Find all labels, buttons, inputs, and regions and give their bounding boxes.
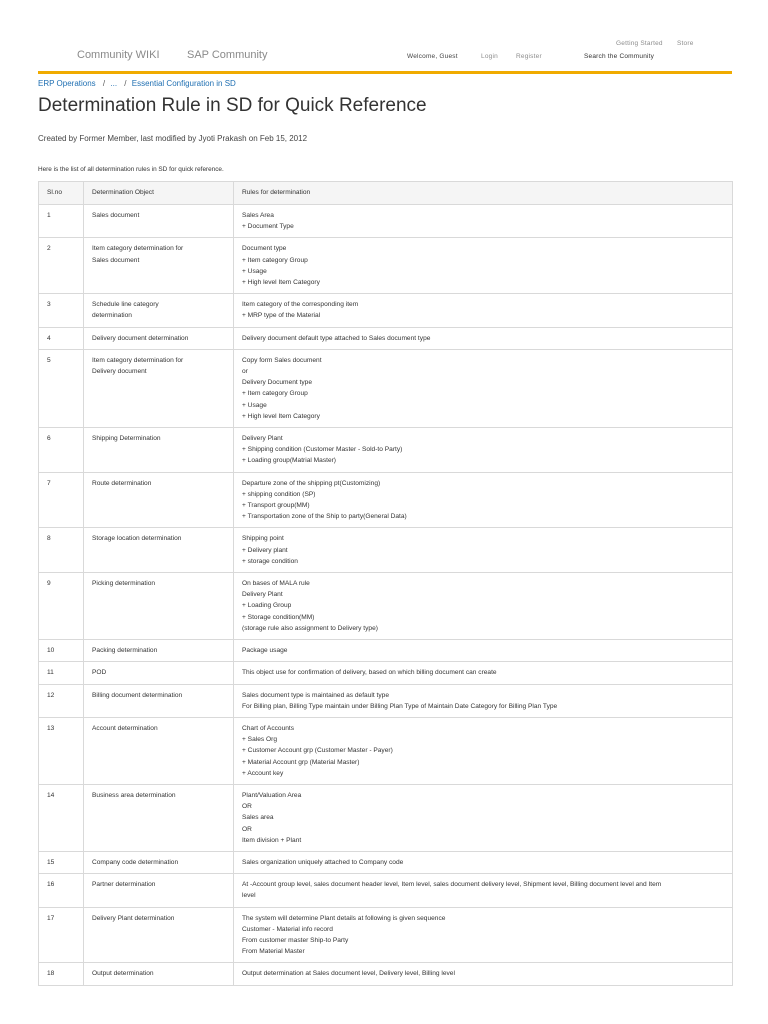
row-number: 13 [39,717,84,784]
rule-line: Customer - Material info record [242,925,333,933]
object-line: Sales document [92,256,140,264]
determination-object-cell [84,205,234,238]
rule-line: At -Account group level, sales document header level, Item level, sales document delivery level, Shipment level, Billing document level and Item [242,881,662,889]
determination-object-cell [84,327,234,349]
determination-object-cell [84,640,234,662]
rule-line: Copy form Sales document [242,356,322,364]
rule-line: Delivery document default type attached to Sales document type [242,334,431,342]
rule-line: Sales Area [242,212,274,219]
object-line: determination [92,312,132,320]
table-row [39,784,733,851]
rule-cell [234,472,733,528]
determination-object-cell [84,907,234,963]
object-line: Route determination [92,479,152,487]
determination-object-cell [84,874,234,907]
row-number: 18 [39,963,84,985]
object-line: Packing determination [92,647,158,655]
object-line: Billing document determination [92,691,183,699]
object-line: Delivery document [92,368,147,376]
rule-line: + Transportation zone of the Ship to party(General Data) [242,513,407,521]
rule-cell [234,662,733,684]
table-row [39,528,733,573]
determination-object-cell [84,573,234,640]
page-title: Determination Rule in SD for Quick Reference [38,95,427,116]
welcome-text: Welcome, Guest [407,53,458,60]
rule-line: level [242,892,256,900]
rule-line: + High level Item Category [242,279,320,287]
table-header-row [39,182,733,205]
rule-line: + Sales Org [242,736,278,744]
rule-cell [234,851,733,873]
row-number: 7 [39,472,84,528]
rule-line: OR [242,803,252,811]
rule-cell [234,428,733,473]
header-accent-rule [38,71,732,74]
rule-cell [234,640,733,662]
rule-cell [234,573,733,640]
login-link[interactable]: Login [481,53,498,60]
intro-text: Here is the list of all determination rules in SD for quick reference. [38,166,224,173]
rule-line: This object use for confirmation of delivery, based on which billing document can create [242,669,497,677]
row-number: 1 [39,205,84,238]
row-number: 12 [39,684,84,717]
search-community-link[interactable]: Search the Community [584,53,655,60]
determination-object-cell [84,472,234,528]
register-link[interactable]: Register [516,53,542,60]
sap-community-link[interactable]: SAP Community [187,49,268,61]
rule-line: Document type [242,245,287,253]
rule-line: From customer master Ship-to Party [242,936,349,944]
table-body [39,205,733,986]
rule-line: Delivery Document type [242,379,312,387]
page-byline: Created by Former Member, last modified by Jyoti Prakash on Feb 15, 2012 [38,134,308,143]
row-number: 2 [39,238,84,294]
rule-cell [234,205,733,238]
table-row [39,640,733,662]
table-row [39,874,733,907]
determination-object-cell [84,662,234,684]
rule-line: + Account key [242,769,284,777]
object-line: Account determination [92,724,158,732]
object-line: Schedule line category [92,301,159,309]
rule-line: + Item category Group [242,256,308,264]
row-number: 10 [39,640,84,662]
determination-object-cell [84,528,234,573]
breadcrumb-erp-operations[interactable]: ERP Operations [38,79,96,88]
rule-line: Plant/Valuation Area [242,791,302,799]
table-row [39,662,733,684]
determination-object-cell [84,349,234,427]
rule-line: Chart of Accounts [242,724,295,732]
determination-object-cell [84,428,234,473]
row-number: 6 [39,428,84,473]
rule-line: + storage condition [242,557,298,565]
table-row [39,349,733,427]
object-line: Business area determination [92,791,176,799]
rule-cell [234,528,733,573]
getting-started-link[interactable]: Getting Started [616,40,663,47]
store-link[interactable]: Store [677,40,694,47]
rule-line: From Material Master [242,948,305,956]
rule-cell [234,294,733,327]
table-row [39,238,733,294]
row-number: 3 [39,294,84,327]
object-line: Company code determination [92,858,179,866]
determination-object-cell [84,684,234,717]
object-line: Picking determination [92,580,156,588]
determination-object-cell [84,784,234,851]
determination-object-cell [84,238,234,294]
rule-line: On bases of MALA rule [242,580,310,588]
table-row [39,327,733,349]
community-wiki-link[interactable]: Community WIKI [77,49,160,61]
object-line: Storage location determination [92,535,182,543]
rule-line: Delivery Plant [242,591,283,599]
rule-line: + Loading Group [242,602,292,610]
table-row [39,684,733,717]
table-row [39,963,733,985]
rule-line: + Material Account grp (Material Master) [242,758,360,766]
rule-line: + Loading group(Matrial Master) [242,457,337,465]
row-number: 5 [39,349,84,427]
table-row [39,294,733,327]
rule-cell [234,784,733,851]
table-row [39,907,733,963]
rule-line: + Delivery plant [242,546,288,554]
determination-object-cell [84,851,234,873]
rule-cell [234,349,733,427]
rule-line: + Document Type [242,223,294,231]
rule-line: or [242,368,248,376]
rule-line: Sales area [242,814,274,822]
header-determination-object: Determination Object [84,182,234,205]
header-rules: Rules for determination [234,182,733,205]
breadcrumb-separator: / [124,79,127,88]
rule-line: + Storage condition(MM) [242,613,315,621]
rule-line: + Item category Group [242,390,308,398]
rule-line: Package usage [242,647,288,655]
rule-cell [234,327,733,349]
rule-line: OR [242,825,252,833]
rule-line: For Billing plan, Billing Type maintain under Billing Plan Type of Maintain Date Category for Billing Plan Type [242,702,558,710]
rule-line: + Transport group(MM) [242,502,310,510]
object-line: POD [92,669,107,677]
rule-line: + Usage [242,267,267,275]
breadcrumb-separator: / [102,79,106,88]
determination-object-cell [84,963,234,985]
object-line: Sales document [92,212,140,219]
rule-line: Delivery Plant [242,435,283,443]
rule-line: (storage rule also assignment to Delivery type) [242,624,378,632]
rule-line: + MRP type of the Material [242,312,321,320]
breadcrumb-essential-configuration[interactable]: Essential Configuration in SD [131,79,236,88]
rule-cell [234,717,733,784]
breadcrumb-ellipsis[interactable]: ... [110,79,118,88]
object-line: Delivery document determination [92,334,189,342]
table-row [39,472,733,528]
rule-line: Item division + Plant [242,836,302,844]
rule-line: + Usage [242,401,267,409]
breadcrumb [38,79,238,88]
rule-line: The system will determine Plant details at following is given sequence [242,914,446,922]
determination-rules-table [38,181,733,986]
table-row [39,717,733,784]
table-row [39,428,733,473]
row-number: 4 [39,327,84,349]
rule-line: Departure zone of the shipping pt(Customizing) [242,479,381,487]
object-line: Item category determination for [92,245,184,253]
rule-cell [234,907,733,963]
rule-line: Item category of the corresponding item [242,301,359,309]
rule-line: + High level Item Category [242,412,320,420]
row-number: 14 [39,784,84,851]
determination-object-cell [84,294,234,327]
row-number: 15 [39,851,84,873]
row-number: 17 [39,907,84,963]
object-line: Output determination [92,970,154,978]
row-number: 11 [39,662,84,684]
object-line: Item category determination for [92,356,184,364]
rule-line: + shipping condition (SP) [242,490,316,498]
rule-cell [234,874,733,907]
rule-cell [234,963,733,985]
table-row [39,205,733,238]
object-line: Shipping Determination [92,435,161,443]
rule-cell [234,684,733,717]
row-number: 8 [39,528,84,573]
site-header [0,0,768,74]
rule-line: + Customer Account grp (Customer Master - Payer) [242,747,393,755]
header-sl-no: Sl.no [39,182,84,205]
rule-line: Output determination at Sales document level, Delivery level, Billing level [242,970,455,978]
object-line: Partner determination [92,881,156,889]
rule-line: Sales organization uniquely attached to Company code [242,858,404,866]
determination-object-cell [84,717,234,784]
table-row [39,851,733,873]
object-line: Delivery Plant determination [92,914,175,922]
rule-line: Sales document type is maintained as default type [242,691,389,699]
rule-line: + Shipping condition (Customer Master - Sold-to Party) [242,446,403,454]
table-row [39,573,733,640]
row-number: 16 [39,874,84,907]
row-number: 9 [39,573,84,640]
rule-line: Shipping point [242,535,284,543]
rule-cell [234,238,733,294]
